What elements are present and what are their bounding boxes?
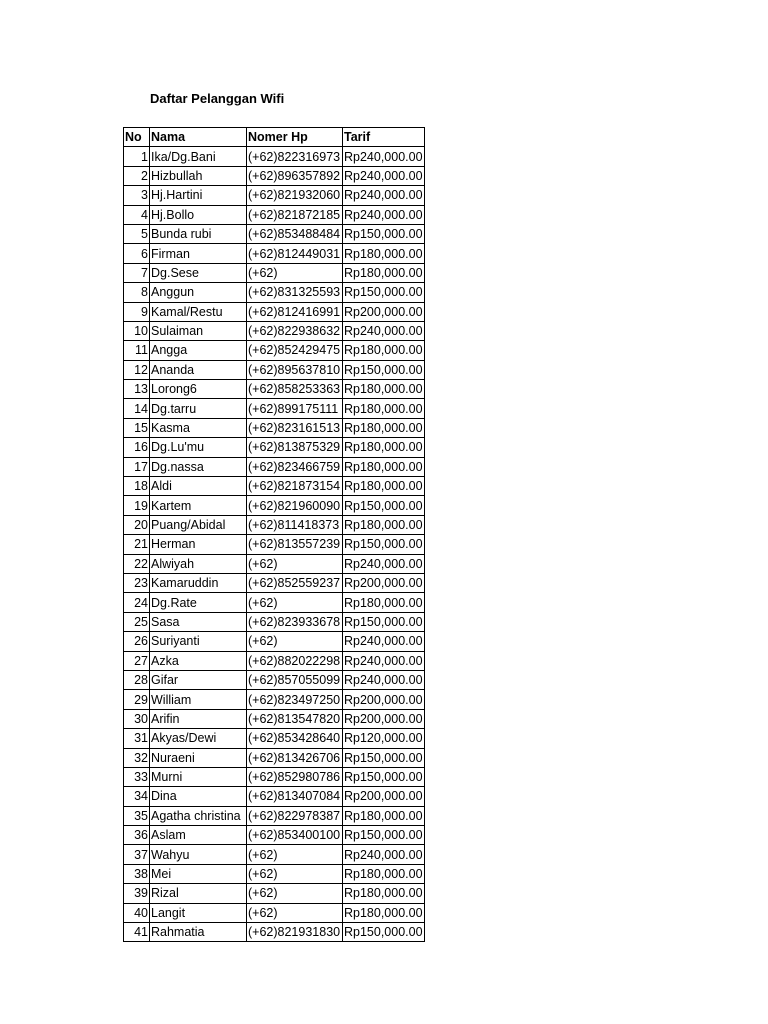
- cell-tarif: Rp180,000.00: [343, 418, 425, 437]
- cell-nomer-hp: (+62)853400100: [247, 826, 343, 845]
- table-row: [124, 535, 425, 554]
- cell-nomer-hp: (+62)895637810: [247, 360, 343, 379]
- cell-tarif: Rp240,000.00: [343, 632, 425, 651]
- cell-tarif: Rp200,000.00: [343, 709, 425, 728]
- cell-tarif: Rp240,000.00: [343, 321, 425, 340]
- cell-tarif: Rp180,000.00: [343, 903, 425, 922]
- table-row: [124, 923, 425, 942]
- cell-tarif: Rp150,000.00: [343, 612, 425, 631]
- cell-tarif: Rp180,000.00: [343, 399, 425, 418]
- cell-tarif: Rp200,000.00: [343, 690, 425, 709]
- table-row: [124, 787, 425, 806]
- cell-nomer-hp: (+62)852980786: [247, 767, 343, 786]
- cell-nomer-hp: (+62)852559237: [247, 573, 343, 592]
- cell-tarif: Rp240,000.00: [343, 554, 425, 573]
- cell-nomer-hp: (+62)813426706: [247, 748, 343, 767]
- cell-tarif: Rp180,000.00: [343, 593, 425, 612]
- table-row: [124, 806, 425, 825]
- cell-nama: Kartem: [150, 496, 247, 515]
- cell-nomer-hp: (+62): [247, 632, 343, 651]
- cell-nama: Dg.nassa: [150, 457, 247, 476]
- cell-tarif: Rp240,000.00: [343, 845, 425, 864]
- cell-no: 8: [124, 283, 150, 302]
- cell-no: 33: [124, 767, 150, 786]
- cell-no: 23: [124, 573, 150, 592]
- cell-nama: Hj.Hartini: [150, 186, 247, 205]
- cell-nama: Suriyanti: [150, 632, 247, 651]
- cell-nama: Herman: [150, 535, 247, 554]
- cell-tarif: Rp240,000.00: [343, 166, 425, 185]
- table-row: [124, 632, 425, 651]
- table-row: [124, 709, 425, 728]
- cell-nomer-hp: (+62)896357892: [247, 166, 343, 185]
- cell-nama: Dg.Lu'mu: [150, 438, 247, 457]
- column-header-nama: Nama: [150, 128, 247, 147]
- cell-nama: Alwiyah: [150, 554, 247, 573]
- cell-nomer-hp: (+62)823497250: [247, 690, 343, 709]
- cell-nomer-hp: (+62)822978387: [247, 806, 343, 825]
- cell-nama: Azka: [150, 651, 247, 670]
- table-row: [124, 593, 425, 612]
- table-row: [124, 457, 425, 476]
- cell-no: 1: [124, 147, 150, 166]
- cell-no: 16: [124, 438, 150, 457]
- cell-tarif: Rp240,000.00: [343, 147, 425, 166]
- cell-no: 25: [124, 612, 150, 631]
- cell-tarif: Rp180,000.00: [343, 341, 425, 360]
- cell-tarif: Rp150,000.00: [343, 224, 425, 243]
- cell-no: 24: [124, 593, 150, 612]
- cell-no: 30: [124, 709, 150, 728]
- cell-no: 4: [124, 205, 150, 224]
- table-row: [124, 302, 425, 321]
- table-row: [124, 418, 425, 437]
- cell-nomer-hp: (+62)822938632: [247, 321, 343, 340]
- cell-tarif: Rp200,000.00: [343, 787, 425, 806]
- table-row: [124, 147, 425, 166]
- table-row: [124, 612, 425, 631]
- cell-nama: Aldi: [150, 477, 247, 496]
- cell-nomer-hp: (+62)813557239: [247, 535, 343, 554]
- cell-nomer-hp: (+62)858253363: [247, 380, 343, 399]
- cell-nama: Agatha christina: [150, 806, 247, 825]
- cell-nama: Lorong6: [150, 380, 247, 399]
- cell-no: 28: [124, 670, 150, 689]
- cell-tarif: Rp150,000.00: [343, 283, 425, 302]
- table-row: [124, 554, 425, 573]
- cell-nama: Nuraeni: [150, 748, 247, 767]
- cell-no: 34: [124, 787, 150, 806]
- cell-tarif: Rp150,000.00: [343, 923, 425, 942]
- cell-no: 41: [124, 923, 150, 942]
- table-row: [124, 224, 425, 243]
- cell-no: 5: [124, 224, 150, 243]
- cell-nomer-hp: (+62)852429475: [247, 341, 343, 360]
- table-row: [124, 399, 425, 418]
- cell-nomer-hp: (+62)822316973: [247, 147, 343, 166]
- cell-nomer-hp: (+62)821872185: [247, 205, 343, 224]
- cell-tarif: Rp150,000.00: [343, 748, 425, 767]
- cell-no: 37: [124, 845, 150, 864]
- cell-nomer-hp: (+62)811418373: [247, 515, 343, 534]
- cell-nama: Akyas/Dewi: [150, 729, 247, 748]
- cell-no: 35: [124, 806, 150, 825]
- cell-nama: William: [150, 690, 247, 709]
- table-row: [124, 651, 425, 670]
- cell-nama: Kasma: [150, 418, 247, 437]
- cell-nama: Aslam: [150, 826, 247, 845]
- cell-tarif: Rp150,000.00: [343, 360, 425, 379]
- cell-nama: Angga: [150, 341, 247, 360]
- cell-nomer-hp: (+62)882022298: [247, 651, 343, 670]
- cell-nomer-hp: (+62)813875329: [247, 438, 343, 457]
- cell-no: 19: [124, 496, 150, 515]
- cell-nama: Puang/Abidal: [150, 515, 247, 534]
- table-row: [124, 670, 425, 689]
- cell-no: 40: [124, 903, 150, 922]
- cell-no: 3: [124, 186, 150, 205]
- cell-nama: Dg.tarru: [150, 399, 247, 418]
- cell-tarif: Rp240,000.00: [343, 670, 425, 689]
- cell-nama: Rizal: [150, 884, 247, 903]
- cell-nama: Firman: [150, 244, 247, 263]
- cell-nomer-hp: (+62): [247, 263, 343, 282]
- cell-nomer-hp: (+62)899175111: [247, 399, 343, 418]
- cell-nomer-hp: (+62): [247, 554, 343, 573]
- cell-nomer-hp: (+62): [247, 903, 343, 922]
- cell-nama: Dg.Rate: [150, 593, 247, 612]
- cell-nama: Bunda rubi: [150, 224, 247, 243]
- cell-tarif: Rp150,000.00: [343, 767, 425, 786]
- cell-no: 15: [124, 418, 150, 437]
- cell-tarif: Rp180,000.00: [343, 438, 425, 457]
- cell-nomer-hp: (+62)857055099: [247, 670, 343, 689]
- table-row: [124, 729, 425, 748]
- cell-tarif: Rp150,000.00: [343, 826, 425, 845]
- cell-nama: Hizbullah: [150, 166, 247, 185]
- cell-no: 11: [124, 341, 150, 360]
- cell-tarif: Rp240,000.00: [343, 186, 425, 205]
- table-row: [124, 573, 425, 592]
- cell-nomer-hp: (+62)823161513: [247, 418, 343, 437]
- cell-no: 39: [124, 884, 150, 903]
- cell-tarif: Rp180,000.00: [343, 380, 425, 399]
- cell-tarif: Rp240,000.00: [343, 205, 425, 224]
- table-row: [124, 166, 425, 185]
- cell-no: 27: [124, 651, 150, 670]
- cell-tarif: Rp200,000.00: [343, 573, 425, 592]
- cell-nama: Wahyu: [150, 845, 247, 864]
- cell-no: 10: [124, 321, 150, 340]
- cell-no: 22: [124, 554, 150, 573]
- cell-no: 9: [124, 302, 150, 321]
- cell-tarif: Rp150,000.00: [343, 496, 425, 515]
- cell-nama: Hj.Bollo: [150, 205, 247, 224]
- cell-no: 20: [124, 515, 150, 534]
- column-header-nomer-hp: Nomer Hp: [247, 128, 343, 147]
- table-row: [124, 477, 425, 496]
- cell-nama: Sasa: [150, 612, 247, 631]
- table-row: [124, 186, 425, 205]
- cell-tarif: Rp200,000.00: [343, 302, 425, 321]
- table-header: [124, 128, 425, 147]
- cell-tarif: Rp180,000.00: [343, 457, 425, 476]
- table-row: [124, 826, 425, 845]
- cell-nomer-hp: (+62)813547820: [247, 709, 343, 728]
- table-row: [124, 283, 425, 302]
- cell-nomer-hp: (+62)821931830: [247, 923, 343, 942]
- cell-nama: Kamaruddin: [150, 573, 247, 592]
- table-row: [124, 845, 425, 864]
- cell-no: 18: [124, 477, 150, 496]
- cell-nomer-hp: (+62)812449031: [247, 244, 343, 263]
- table-row: [124, 515, 425, 534]
- cell-nomer-hp: (+62): [247, 845, 343, 864]
- table-row: [124, 380, 425, 399]
- table-row: [124, 263, 425, 282]
- cell-nomer-hp: (+62)812416991: [247, 302, 343, 321]
- cell-nomer-hp: (+62)853488484: [247, 224, 343, 243]
- cell-nomer-hp: (+62)813407084: [247, 787, 343, 806]
- cell-nama: Langit: [150, 903, 247, 922]
- table-row: [124, 903, 425, 922]
- cell-nama: Ika/Dg.Bani: [150, 147, 247, 166]
- table-row: [124, 321, 425, 340]
- table-row: [124, 884, 425, 903]
- cell-nomer-hp: (+62): [247, 864, 343, 883]
- cell-nama: Sulaiman: [150, 321, 247, 340]
- cell-nama: Gifar: [150, 670, 247, 689]
- cell-nomer-hp: (+62)821960090: [247, 496, 343, 515]
- cell-no: 38: [124, 864, 150, 883]
- cell-no: 31: [124, 729, 150, 748]
- table-row: [124, 864, 425, 883]
- table-row: [124, 360, 425, 379]
- table-row: [124, 244, 425, 263]
- cell-nomer-hp: (+62): [247, 593, 343, 612]
- cell-nama: Dg.Sese: [150, 263, 247, 282]
- header-row: [124, 128, 425, 147]
- cell-nama: Murni: [150, 767, 247, 786]
- table-body: [124, 147, 425, 942]
- column-header-no: No: [124, 128, 150, 147]
- cell-tarif: Rp180,000.00: [343, 806, 425, 825]
- cell-no: 29: [124, 690, 150, 709]
- cell-tarif: Rp150,000.00: [343, 535, 425, 554]
- cell-no: 12: [124, 360, 150, 379]
- cell-no: 2: [124, 166, 150, 185]
- column-header-tarif: Tarif: [343, 128, 425, 147]
- cell-nomer-hp: (+62)853428640: [247, 729, 343, 748]
- cell-nama: Ananda: [150, 360, 247, 379]
- cell-tarif: Rp240,000.00: [343, 651, 425, 670]
- cell-tarif: Rp180,000.00: [343, 864, 425, 883]
- cell-nama: Arifin: [150, 709, 247, 728]
- cell-no: 36: [124, 826, 150, 845]
- page-title: Daftar Pelanggan Wifi: [150, 91, 285, 106]
- cell-nomer-hp: (+62)821932060: [247, 186, 343, 205]
- table-row: [124, 438, 425, 457]
- table-row: [124, 690, 425, 709]
- cell-no: 13: [124, 380, 150, 399]
- cell-tarif: Rp180,000.00: [343, 244, 425, 263]
- cell-no: 21: [124, 535, 150, 554]
- cell-no: 26: [124, 632, 150, 651]
- customer-table: [123, 127, 425, 942]
- table-row: [124, 748, 425, 767]
- cell-nomer-hp: (+62)823466759: [247, 457, 343, 476]
- cell-no: 32: [124, 748, 150, 767]
- table-row: [124, 341, 425, 360]
- table-row: [124, 205, 425, 224]
- cell-nomer-hp: (+62): [247, 884, 343, 903]
- cell-no: 14: [124, 399, 150, 418]
- cell-nama: Rahmatia: [150, 923, 247, 942]
- cell-nama: Mei: [150, 864, 247, 883]
- cell-tarif: Rp180,000.00: [343, 515, 425, 534]
- table-row: [124, 496, 425, 515]
- table-row: [124, 767, 425, 786]
- cell-nama: Anggun: [150, 283, 247, 302]
- cell-nomer-hp: (+62)831325593: [247, 283, 343, 302]
- cell-nama: Dina: [150, 787, 247, 806]
- cell-nama: Kamal/Restu: [150, 302, 247, 321]
- cell-tarif: Rp180,000.00: [343, 477, 425, 496]
- cell-tarif: Rp180,000.00: [343, 884, 425, 903]
- cell-tarif: Rp120,000.00: [343, 729, 425, 748]
- cell-no: 7: [124, 263, 150, 282]
- cell-no: 6: [124, 244, 150, 263]
- cell-tarif: Rp180,000.00: [343, 263, 425, 282]
- cell-no: 17: [124, 457, 150, 476]
- cell-nomer-hp: (+62)823933678: [247, 612, 343, 631]
- cell-nomer-hp: (+62)821873154: [247, 477, 343, 496]
